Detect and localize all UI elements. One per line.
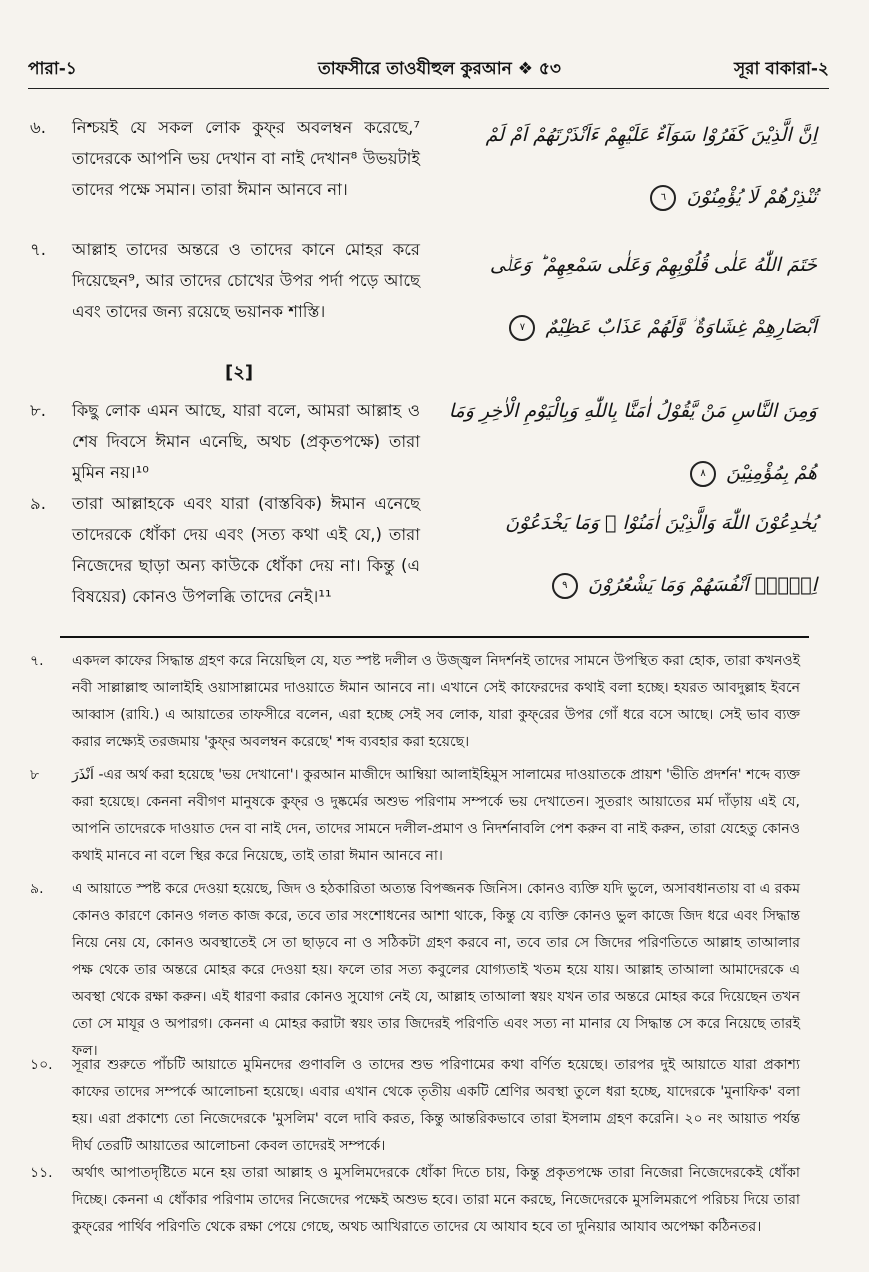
footnote-text: এ আয়াতে স্পষ্ট করে দেওয়া হয়েছে, জিদ ও হঠকারিতা অত্যন্ত বিপজ্জনক জিনিস। কোনও ব্যক্তি যদি ভুলে, অসাবধানতায় বা এ রকম কোনও কারণে কোনও গলত কাজ করে, তবে তার সংশোধনের আশা থাকে, কিন্তু যে ব্যক্তি কোনও ভুল কাজে জিদ ধরে এবং সিদ্ধান্ত নিয়ে নেয় যে, কোনও অবস্থাতেই সে তা ছাড়বে না ও সঠিকটা গ্রহণ করবে না, তবে তার সে জিদের পরিণতিতে আল্লাহ তাআলার পক্ষ থেকে তার অন্তরে মোহর করে দেওয়া হয়। ফলে তার সত্য কবুলের যোগ্যতাই খতম হয়ে যায়। আল্লাহ তাআলা আমাদেরকে এ অবস্থা থেকে রক্ষা করুন। এই ধারণা করার কোনও সুযোগ নেই যে, আল্লাহ তাআলা স্বয়ং যখন তার অন্তরে মোহর করে দিয়েছেন তখন তো সে মাযূর ও অপারগ। কেননা এ মোহর করাটা স্বয়ং তার জিদেরই পরিণতি এবং সত্য না মানার যে সিদ্ধান্ত সে করে নিয়েছে তারই ফল। — [72, 881, 800, 1059]
arabic-text: خَتَمَ اللّٰهُ عَلٰى قُلُوْبِهِمْ وَعَلٰى سَمْعِهِمْ ؕ وَعَلٰۤى اَبْصَارِهِمْ غِشَاوَةٌ ؗ وَّلَهُمْ عَذَابٌ عَظِيْمٌ — [489, 254, 817, 338]
footnote-10 — [30, 1052, 800, 1160]
verse-translation-6 — [30, 112, 420, 205]
footnote-text: সূরার শুরুতে পাঁচটি আয়াতে মুমিনদের গুণাবলি ও তাদের শুভ পরিণামের কথা বর্ণিত হয়েছে। তারপর দুই আয়াতে যারা প্রকাশ্য কাফের তাদের সম্পর্কে আলোচনা হয়েছে। এবার এখান থেকে তৃতীয় একটি শ্রেণির অবস্থা তুলে ধরা হচ্ছে, যাদেরকে 'মুনাফিক' বলা হয়। এরা প্রকাশ্যে তো নিজেদেরকে 'মুসলিম' বলে দাবি করত, কিন্তু আন্তরিকভাবে তারা ইসলাম গ্রহণ করেনি। ২০ নং আয়াত পর্যন্ত দীর্ঘ তেরটি আয়াতের আলোচনা কেবল তাদেরই সম্পর্কে। — [72, 1057, 800, 1154]
verse-number: ৭. — [30, 240, 46, 259]
verse-text: তারা আল্লাহকে এবং যারা (বাস্তবিক) ঈমান এনেছে তাদেরকে ধোঁকা দেয় এবং (সত্য কথা এই যে,) তারা নিজেদের ছাড়া অন্য কাউকে ধোঁকা দেয় না। কিন্তু (এ বিষয়ের) কোনও উপলব্ধি তাদের নেই।¹¹ — [72, 494, 420, 606]
verse-text: কিছু লোক এমন আছে, যারা বলে, আমরা আল্লাহ ও শেষ দিবসে ঈমান এনেছি, অথচ (প্রকৃতপক্ষে) তারা মুমিন নয়।¹⁰ — [72, 401, 420, 482]
arabic-text: يُخٰدِعُوْنَ اللّٰهَ وَالَّذِيْنَ اٰمَنُوْا ۚ وَمَا يَخْدَعُوْنَ اِلَّاۤ اَنْفُسَهُمْ وَمَا يَشْعُرُوْنَ — [505, 512, 817, 596]
footnote-text: অর্থাৎ আপাতদৃষ্টিতে মনে হয় তারা আল্লাহ ও মুসলিমদেরকে ধোঁকা দিতে চায়, কিন্তু প্রকৃতপক্ষে তারা নিজেরা নিজেদেরকেই ধোঁকা দিচ্ছে। কেননা এ ধোঁকার পরিণাম তাদের নিজেদের পক্ষেই অশুভ হবে। তারা মনে করছে, নিজেদেরকে মুসলিমরূপে পরিচয় দিয়ে তারা কুফ্‌রের পার্থিব পরিণতি থেকে রক্ষা পেয়ে গেছে, অথচ আখিরাতে তাদের যে আযাব হবে তা দুনিয়ার আযাব অপেক্ষা কঠিনতর। — [72, 1165, 800, 1235]
arabic-text: اِنَّ الَّذِيْنَ كَفَرُوْا سَوَآءٌ عَلَيْهِمْ ءَاَنْذَرْتَهُمْ اَمْ لَمْ تُنْذِرْهُمْ لَا يُؤْمِنُوْنَ — [485, 124, 817, 208]
footnote-number: ১০. — [30, 1057, 53, 1073]
footnote-number: ৯. — [30, 881, 44, 897]
page-header — [28, 56, 829, 86]
ayah-end-marker: ٩ — [552, 573, 578, 599]
footnote-number: ৭. — [30, 653, 44, 669]
section-marker: [২] — [225, 362, 254, 383]
para-label: পারা-১ — [28, 59, 77, 79]
verse-translation-7 — [30, 234, 420, 327]
verse-number: ৯. — [30, 494, 46, 513]
verse-text: আল্লাহ তাদের অন্তরে ও তাদের কানে মোহর করে দিয়েছেন⁹, আর তাদের চোখের উপর পর্দা পড়ে আছে এবং তাদের জন্য রয়েছে ভয়ানক শাস্তি। — [72, 240, 420, 321]
arabic-verse-9 — [437, 492, 817, 616]
verse-translation-9 — [30, 488, 420, 612]
ayah-end-marker: ٨ — [690, 461, 716, 487]
verse-text: নিশ্চয়ই যে সকল লোক কুফ্‌র অবলম্বন করেছে,⁷ তাদেরকে আপনি ভয় দেখান বা নাই দেখান⁸ উভয়টাই তাদের পক্ষে সমান। তারা ঈমান আনবে না। — [72, 118, 420, 199]
footnote-7 — [30, 648, 800, 756]
arabic-text: وَمِنَ النَّاسِ مَنْ يَّقُوْلُ اٰمَنَّا بِاللّٰهِ وَبِالْيَوْمِ الْاٰخِرِ وَمَا هُمْ بِمُؤْمِنِيْنَ — [448, 400, 817, 484]
arabic-verse-8 — [437, 380, 817, 504]
footnote-text: اَنْذَرَ -এর অর্থ করা হয়েছে 'ভয় দেখানো'। কুরআন মাজীদে আম্বিয়া আলাইহিমুস সালামের দাওয়াতকে প্রায়শ 'ভীতি প্রদর্শন' শব্দে ব্যক্ত করা হয়েছে। কেননা নবীগণ মানুষকে কুফ্‌র ও দুষ্কর্মের অশুভ পরিণাম সম্পর্কে ভয় দেখাতেন। সুতরাং আয়াতের মর্ম দাঁড়ায় এই যে, আপনি তাদেরকে দাওয়াত দেন বা নাই দেন, তাদের সামনে দলীল-প্রমাণ ও নিদর্শনাবলি পেশ করুন বা নাই করুন, তারা যেহেতু কোনও কথাই মানবে না বলে স্থির করে নিয়েছে, তাই তারা ঈমান আনবে না। — [72, 767, 800, 864]
footnote-11 — [30, 1160, 800, 1241]
arabic-verse-7 — [437, 234, 817, 358]
footnote-text: একদল কাফের সিদ্ধান্ত গ্রহণ করে নিয়েছিল যে, যত স্পষ্ট দলীল ও উজ্জ্বল নিদর্শনই তাদের সামনে উপস্থিত করা হোক, তারা কখনওই নবী সাল্লাল্লাহু আলাইহি ওয়াসাল্লামের দাওয়াতে ঈমান আনবে না। এখানে সেই কাফেরদের কথাই বলা হচ্ছে। হযরত আবদুল্লাহ ইবনে আব্বাস (রাযি.) এ আয়াতের তাফসীরে বলেন, এরা হচ্ছে সেই সব লোক, যারা কুফ্‌রের উপর গোঁ ধরে বসে আছে। সেই ভাব ব্যক্ত করার লক্ষ্যেই তরজমায় 'কুফ্‌র অবলম্বন করেছে' শব্দ ব্যবহার করা হয়েছে। — [72, 653, 800, 750]
verse-translation-8 — [30, 395, 420, 488]
verse-number: ৬. — [30, 118, 46, 137]
surah-label: সূরা বাকারা-২ — [733, 59, 829, 79]
ayah-end-marker: ٦ — [650, 185, 676, 211]
header-rule — [28, 88, 829, 89]
arabic-verse-6 — [437, 104, 817, 228]
footnote-9 — [30, 876, 800, 1065]
book-title-page-number: তাফসীরে তাওযীহুল কুরআন ❖ ৫৩ — [318, 59, 561, 79]
ayah-end-marker: ٧ — [509, 315, 535, 341]
footnote-number: ৮ — [30, 767, 40, 783]
footnote-separator — [60, 636, 809, 638]
verse-number: ৮. — [30, 401, 46, 420]
footnote-number: ১১. — [30, 1165, 53, 1181]
footnote-8 — [30, 762, 800, 870]
